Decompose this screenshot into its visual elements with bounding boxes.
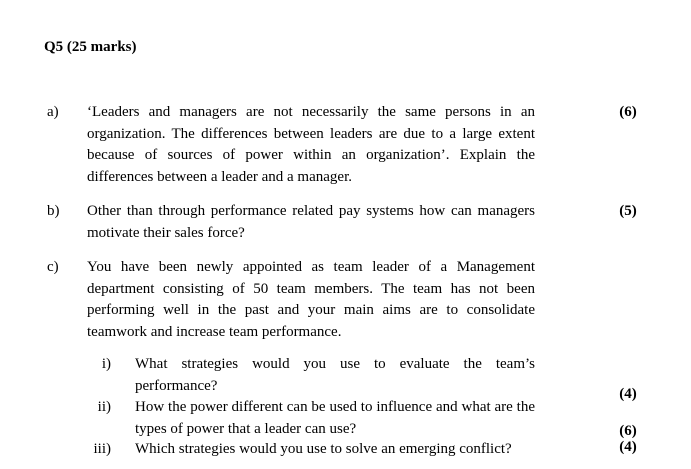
subquestion-iii-text: Which strategies would you use to solve an emerging conflict? bbox=[135, 441, 512, 457]
question-a-text: ‘Leaders and managers are not necessarily the same persons in an organization. The differences between leaders are due to a large extent because of sources of power within an organization’. Explain the differences between a leader and a manager. bbox=[87, 104, 535, 185]
subquestion-iii-label: iii) bbox=[93, 441, 111, 457]
subquestion-ii-marks: (6) bbox=[619, 423, 637, 439]
question-c-text: You have been newly appointed as team leader of a Management department consisting of 50 team members. The team has not been performing well in the past and your main aims are to consolidate teamwork and increase team performance. bbox=[87, 259, 535, 340]
question-a-marks: (6) bbox=[619, 104, 637, 120]
subquestion-i-text: What strategies would you use to evaluate the team’s performance? bbox=[135, 356, 535, 394]
question-b-text: Other than through performance related pay systems how can managers motivate their sales force? bbox=[87, 203, 535, 241]
subquestion-ii-text: How the power different can be used to influence and what are the types of power that a leader can use? bbox=[135, 399, 535, 437]
question-heading: Q5 (25 marks) bbox=[44, 39, 137, 55]
subquestion-i-label: i) bbox=[101, 356, 111, 372]
subquestion-i-marks: (4) bbox=[619, 386, 637, 402]
subquestion-iii-marks: (4) bbox=[619, 439, 637, 455]
question-b-marks: (5) bbox=[619, 203, 637, 219]
question-b-label: b) bbox=[47, 203, 60, 219]
question-a-label: a) bbox=[47, 104, 59, 120]
subquestion-ii-label: ii) bbox=[97, 399, 111, 415]
question-c-label: c) bbox=[47, 259, 59, 275]
